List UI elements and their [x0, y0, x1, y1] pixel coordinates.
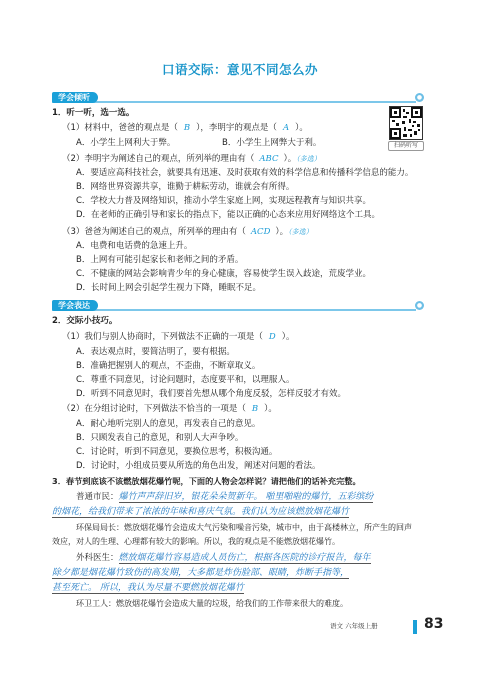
section-label-listen: 学会倾听: [52, 92, 98, 103]
q1-p1: [62, 123, 308, 134]
q3-doctor-label: 外科医生：: [76, 553, 119, 563]
q1-p1-post: ）。: [295, 123, 308, 133]
q1-p3-post: ）。: [275, 227, 289, 237]
section-dot-icon: ●: [416, 302, 423, 309]
q2-p1-post: ）。: [281, 332, 295, 342]
q3-ordinary-label: 普通市民：: [76, 492, 119, 502]
q1-p2-post: ）。: [283, 154, 297, 164]
q1-p2-option-b: B．网络世界资源共享，谁勤于耕耘劳动，谁就会有所得。: [76, 182, 295, 192]
qr-code-icon[interactable]: [389, 106, 423, 140]
q1-p3-option-b: B．上网有可能引起家长和老师之间的矛盾。: [76, 255, 244, 265]
qr-code-label: 扫码听写: [388, 141, 424, 151]
q3-heading: 3．春节到底该不该燃放烟花爆竹呢，下面的人物会怎样说？请把他们的话补充完整。: [52, 476, 361, 486]
q2-p2: [62, 404, 277, 415]
q2-p1-option-b: B．准确把握别人的观点，不歪曲，不断章取义。: [76, 361, 261, 371]
q3-ordinary-line-1: [76, 492, 373, 503]
q3-doctor-line-2: [52, 568, 349, 579]
section-divider: [52, 101, 416, 103]
q2-p1-option-a: A．表达观点时，要简洁明了，要有根据。: [76, 347, 235, 357]
section-bar-express: [52, 300, 424, 311]
q1-p2-option-d: D．在老师的正确引导和家长的指点下，能以正确的心态来应用好网络这个工具。: [76, 210, 381, 220]
q2-p2-answer: B: [251, 404, 259, 414]
q3-ordinary-line-2: [52, 507, 349, 518]
q2-p1-answer: D: [268, 332, 276, 342]
q1-p1-answer-1: B: [183, 123, 191, 133]
q1-p1-option-a: A．小学生上网利大于弊。: [76, 138, 176, 148]
q3-clean-line-1: 环卫工人：燃放烟花爆竹会造成大量的垃圾，给我们的工作带来很大的难度。: [76, 599, 348, 608]
q1-p3: [62, 227, 313, 238]
section-dot-icon: ●: [416, 94, 423, 101]
q3-doctor-line-1: [76, 553, 371, 564]
q1-p2-note: （多选）: [296, 155, 321, 163]
footer-accent-bar: [413, 620, 417, 634]
q1-p1-answer-2: A: [282, 123, 290, 133]
q1-p1-option-b: B．小学生上网弊大于利。: [222, 138, 322, 148]
q2-p1-pre: （1）我们与别人协商时，下列做法不正确的一项是（: [62, 332, 263, 342]
q1-p2-answer: ABC: [259, 154, 279, 164]
q2-p1-option-c: C．尊重不同意见，讨论问题时，态度要平和，以理服人。: [76, 375, 295, 385]
q1-p2-option-c: C．学校大力普及网络知识，推动小学生家庭上网，实现远程教育与知识共享。: [76, 196, 371, 206]
q1-p2: [62, 154, 321, 165]
q2-p2-option-d: D．讨论时，小组成员要从所选的角色出发，阐述对问题的看法。: [76, 461, 321, 471]
q1-heading: 1．听一听，选一选。: [52, 108, 135, 118]
section-divider: [52, 309, 416, 311]
q2-p2-pre: （2）在分组讨论时，下列做法不恰当的一项是（: [62, 404, 246, 414]
q2-p2-option-c: C．讨论时，听到不同意见，要换位思考，积极沟通。: [76, 447, 278, 457]
q3-ordinary-answer-2: 的烟花，给我们带来了浓浓的年味和喜庆气氛。我们认为应该燃放烟花爆竹: [52, 507, 350, 517]
section-label-express: 学会表达: [52, 300, 98, 311]
q3-ordinary-answer-1: 爆竹声声辞旧岁，银花朵朵贺新年。 啪里啪啦的爆竹，五彩缤纷: [118, 492, 374, 502]
q1-p2-pre: （2）李明宇为阐述自己的观点，所列举的理由有（: [62, 154, 255, 164]
q3-env-line-1: 环保局局长：燃放烟花爆竹会造成大气污染和噪音污染，城市中，由于高楼林立，所产生的回声: [76, 523, 412, 532]
page-number: 83: [424, 616, 444, 632]
q2-p1-option-d: D．听到不同意见时，我们要首先想从哪个角度反驳，怎样反驳才有效。: [76, 389, 347, 399]
q3-doctor-answer-2: 除夕都是烟花爆竹致伤的高发期，大多都是炸伤脸部、眼睛，炸断手指等，: [52, 568, 350, 578]
q2-p2-option-b: B．只顾发表自己的意见，和别人大声争吵。: [76, 433, 244, 443]
q1-p3-option-c: C．不健康的网站会影响青少年的身心健康，容易使学生误入歧途，荒废学业。: [76, 269, 371, 279]
q1-p2-option-a: A．要适应高科技社会，就要具有迅速、及时获取有效的科学信息和传播科学信息的能力。: [76, 168, 414, 178]
q1-p1-pre: （1）材料中，爸爸的观点是（: [62, 123, 178, 133]
page-title: 口语交际：意见不同怎么办: [161, 62, 318, 77]
footer-book-label: 语文 六年级上册: [330, 622, 378, 630]
q3-doctor-answer-1: 燃放烟花爆竹容易造成人员伤亡，根据各医院的诊疗报告，每年: [118, 553, 371, 563]
q1-p3-pre: （3）爸爸为阐述自己的观点，所列举的理由有（: [62, 227, 246, 237]
q2-heading: 2．交际小技巧。: [52, 316, 118, 326]
q3-env-line-2: 效应，对人的生理、心理都有较大的影响。所以，我的观点是不能燃放烟花爆竹。: [52, 537, 340, 546]
q3-doctor-answer-3: 甚至死亡。 所以，我认为尽量不要燃放烟花爆竹: [52, 583, 244, 593]
q2-p1: [62, 332, 295, 343]
q3-doctor-line-3: [52, 583, 244, 594]
q1-p3-answer: ACD: [250, 227, 271, 237]
section-bar-listen: [52, 92, 424, 103]
q1-p3-option-d: D．长时间上网会引起学生视力下降，睡眠不足。: [76, 283, 262, 293]
q1-p3-option-a: A．电费和电话费的急速上升。: [76, 241, 193, 251]
q1-p1-mid: ），李明宇的观点是（: [196, 123, 277, 133]
q2-p2-post: ）。: [264, 404, 277, 414]
q2-p2-option-a: A．耐心地听完别人的意见，再发表自己的意见。: [76, 419, 261, 429]
q1-p3-note: （多选）: [288, 228, 313, 236]
